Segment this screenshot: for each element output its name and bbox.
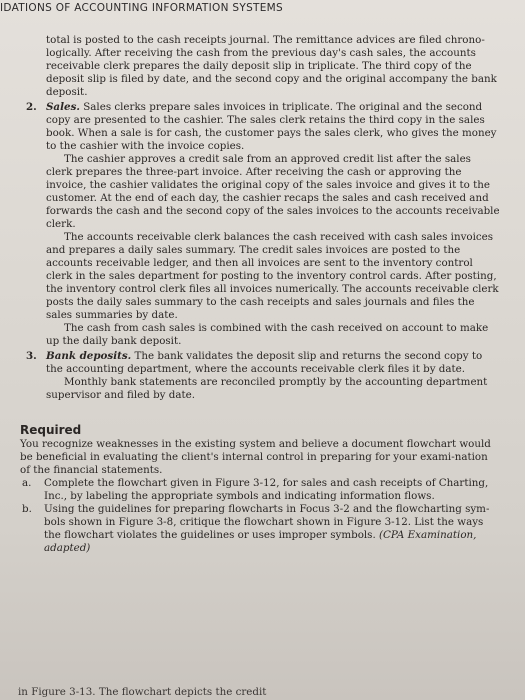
required-subitem-b xyxy=(18,503,500,555)
subitem-letter: a. xyxy=(22,477,32,489)
item-number: 3. xyxy=(26,350,37,362)
item-paragraph: Monthly bank statements are reconciled promptly by the accounting department supervisor and filed by date. xyxy=(46,376,488,401)
item-paragraph: The cash from cash sales is combined with the cash received on account to make up the daily bank deposit. xyxy=(46,322,489,347)
item-title: Bank deposits. xyxy=(46,350,132,362)
required-subitem-a xyxy=(18,477,500,503)
item-paragraph: The accounts receivable clerk balances the cash received with cash sales invoices and prepares a daily sales summary. The credit sales invoices are posted to the accounts receivable ledger, and then all invoices are sent to the inventory control clerk in the sales department for posting to the inventory control cards. After posting, the inventory control clerk files all invoices numerically. The accounts receivable clerk posts the daily sales summary to the cash receipts and sales journals and files the sales summaries by date. xyxy=(46,231,499,321)
intro-paragraph: total is posted to the cash receipts journal. The remittance advices are filed chrono-logically. After receiving the cash from the previous day's cash sales, the accounts receivable clerk prepares the daily deposit slip in triplicate. The third copy of the deposit slip is filed by date, and the second copy and the original accompany the bank deposit. xyxy=(46,34,497,98)
cutoff-line: in Figure 3-13. The flowchart depicts the credit xyxy=(18,686,267,698)
item-number: 2. xyxy=(26,101,37,113)
item-bank-deposits xyxy=(18,350,500,402)
item-sales xyxy=(18,101,500,348)
required-heading: Required xyxy=(20,423,82,437)
item-title: Sales. xyxy=(46,101,80,113)
item-paragraph: Bank deposits. The bank validates the deposit slip and returns the second copy to the accounting department, where the accounts receivable clerk files it by date. xyxy=(46,350,483,375)
page-body xyxy=(18,34,500,555)
required-text: You recognize weaknesses in the existing system and believe a document flowchart would be beneficial in evaluating the client's internal control in preparing for your exami-nation of the financial statements. xyxy=(20,438,491,476)
running-header: IDATIONS OF ACCOUNTING INFORMATION SYSTEMS xyxy=(0,2,284,14)
subitem-letter: b. xyxy=(22,503,32,515)
item-paragraph: The cashier approves a credit sale from an approved credit list after the sales clerk prepares the three-part invoice. After receiving the cash or approving the invoice, the cashier validates the original copy of the sales invoice and gives it to the customer. At the end of each day, the cashier recaps the sales and cash received and forwards the cash and the second copy of the sales invoices to the accounts receivable clerk. xyxy=(46,153,500,230)
item-paragraph: Sales. Sales clerks prepare sales invoices in triplicate. The original and the second copy are presented to the cashier. The sales clerk retains the third copy in the sales book. When a sale is for cash, the customer pays the sales clerk, who gives the money to the cashier with the invoice copies. xyxy=(46,101,497,152)
subitem-text: Complete the flowchart given in Figure 3-12, for sales and cash receipts of Charting, Inc., by labeling the appropriate symbols and indicating information flows. xyxy=(44,477,489,502)
subitem-citation: (CPA Examination, adapted) xyxy=(44,529,477,554)
subitem-text: Using the guidelines for preparing flowcharts in Focus 3-2 and the flowcharting sym-bols shown in Figure 3-8, critique the flowchart shown in Figure 3-12. List the ways the flowchart violates the guidelines or uses improper symbols. (CPA Examination, adapted) xyxy=(44,503,490,554)
